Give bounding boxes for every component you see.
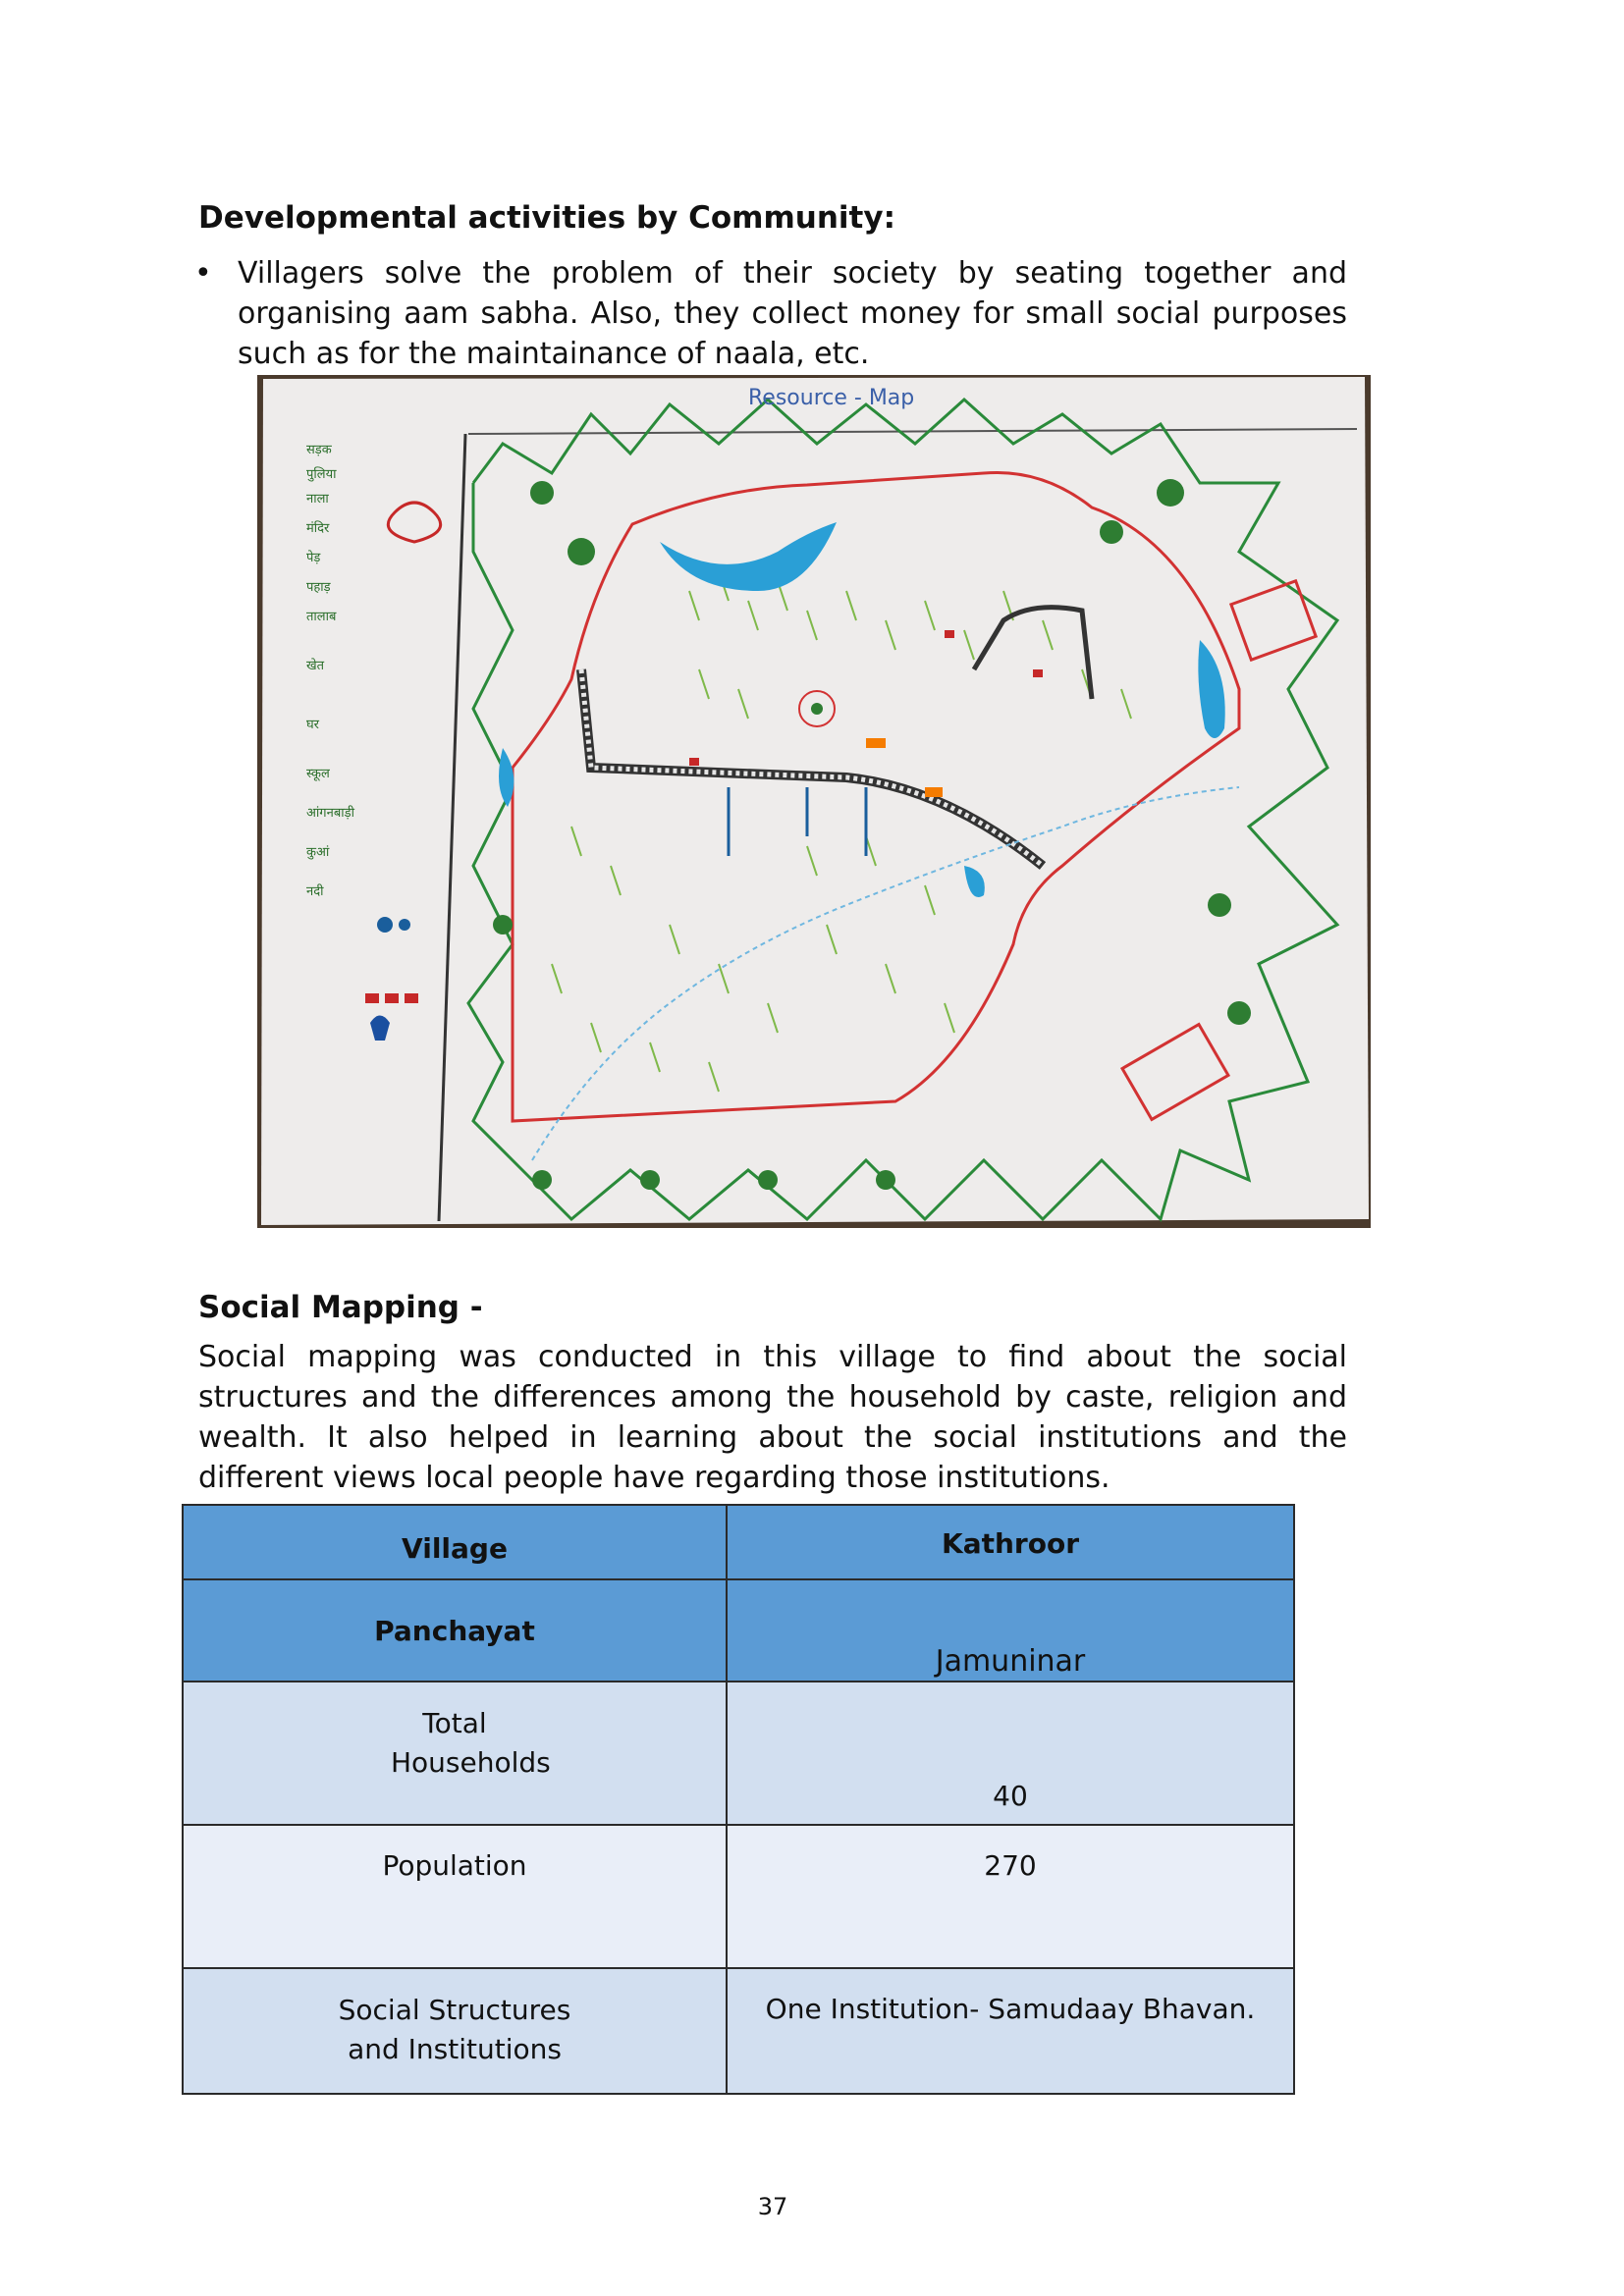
legend-item: पुलिया xyxy=(306,467,337,482)
table-row xyxy=(183,1968,1294,2094)
page-number: 37 xyxy=(757,2193,788,2220)
table-label-cell: Population xyxy=(183,1825,727,1968)
legend-item: सड़क xyxy=(306,443,332,457)
table-label-cell: Panchayat xyxy=(183,1579,727,1682)
table-label-cell: Village xyxy=(183,1505,727,1579)
bullet-text: Villagers solve the problem of their society by seating together and organising aam sabha. Also, they collect money for small social purposes such as for the maintainance of naala, etc. xyxy=(238,256,1347,371)
table-value-cell: Jamuninar xyxy=(727,1579,1294,1682)
bullet-marker: • xyxy=(194,256,212,291)
table-value-cell: Kathroor xyxy=(727,1505,1294,1579)
table-row xyxy=(183,1505,1294,1579)
legend-item: कुआं xyxy=(306,845,330,860)
social-mapping-paragraph: Social mapping was conducted in this village to find about the social structures and the differences among the household by caste, religion and wealth. It also helped in learning about the social institutions and the different views local people have regarding those institutions. xyxy=(198,1340,1347,1495)
households-label: Total Households xyxy=(391,1707,551,1779)
table-row xyxy=(183,1682,1294,1825)
legend-item: पहाड़ xyxy=(306,580,331,595)
legend-item: तालाब xyxy=(306,610,337,624)
legend-item: आंगनबाड़ी xyxy=(306,806,354,821)
legend-item: नाला xyxy=(306,492,329,507)
legend-item: खेत xyxy=(306,659,325,673)
legend-item: नदी xyxy=(306,884,324,899)
table-row xyxy=(183,1579,1294,1682)
legend-item: मंदिर xyxy=(306,521,330,536)
village-info-table xyxy=(182,1504,1295,2095)
table-row xyxy=(183,1825,1294,1968)
structures-label: Social Structures and Institutions xyxy=(338,1994,571,2065)
table-value-cell: 40 xyxy=(727,1682,1294,1825)
legend-item: स्कूल xyxy=(306,767,330,781)
resource-map-photo xyxy=(257,375,1371,1228)
section-heading-social-mapping: Social Mapping - xyxy=(198,1290,483,1325)
legend-item: घर xyxy=(306,718,320,732)
table-label-cell xyxy=(183,1968,727,2094)
table-value-cell: One Institution- Samudaay Bhavan. xyxy=(727,1968,1294,2094)
table-label-cell xyxy=(183,1682,727,1825)
section-heading-developmental: Developmental activities by Community: xyxy=(198,200,895,236)
map-title: Resource - Map xyxy=(748,386,915,410)
legend-item: पेड़ xyxy=(306,551,321,565)
table-value-cell: 270 xyxy=(727,1825,1294,1968)
